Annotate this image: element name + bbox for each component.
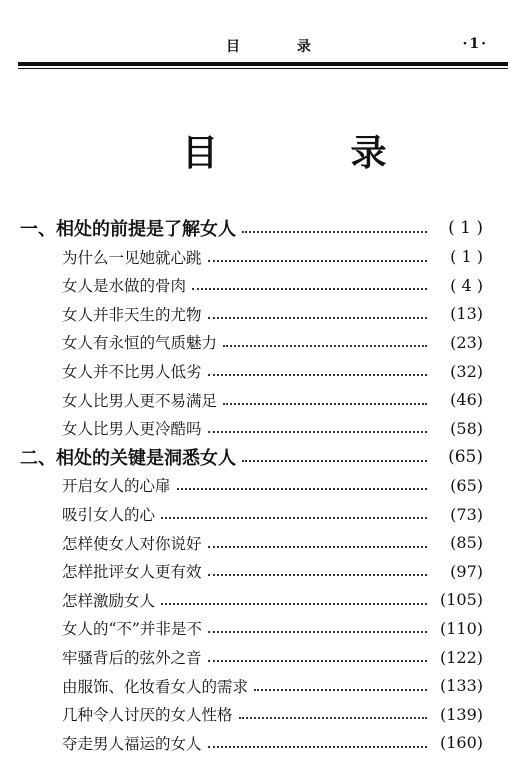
toc-section-entry[interactable] [0,300,527,328]
toc-section-entry[interactable] [0,643,527,671]
toc-entry-title: 女人是水做的骨肉 [62,277,187,296]
toc-entry-title: 女人的“不”并非是不 [62,620,202,639]
toc-entry-title: 一、相处的前提是了解女人 [20,219,236,240]
toc-section-entry[interactable] [0,386,527,414]
toc-chapter-entry[interactable] [0,443,527,471]
toc-dot-leader [208,546,427,548]
toc-dot-leader [208,374,427,376]
toc-entry-page: ( 1 ) [450,247,483,267]
toc-entry-page: (160) [439,733,483,753]
toc-chapter-entry[interactable] [0,214,527,242]
toc-dot-leader [208,574,427,576]
toc-dot-leader [208,431,427,433]
toc-entry-page: (65) [448,446,483,467]
toc-entry-page: (58) [450,418,483,438]
running-header-title: 目 录 [226,39,337,55]
toc-section-entry[interactable] [0,586,527,614]
toc-entry-page: (32) [450,361,483,381]
toc-dot-leader [161,603,427,605]
toc-dot-leader [254,689,427,691]
toc-entry-title: 女人比男人更不易满足 [62,391,218,410]
header-rule-thin [18,68,508,69]
page-title: 目 录 [182,132,447,174]
toc-section-entry[interactable] [0,700,527,728]
toc-entry-title: 女人并非天生的尤物 [62,305,202,324]
toc-entry-page: (139) [439,704,483,724]
toc-entry-page: (85) [450,533,483,553]
toc-entry-page: ( 4 ) [450,275,483,295]
toc-dot-leader [208,660,427,662]
toc-dot-leader [208,317,427,319]
toc-section-entry[interactable] [0,500,527,528]
toc-entry-title: 开启女人的心扉 [62,477,171,496]
toc-dot-leader [239,717,427,719]
toc-section-entry[interactable] [0,271,527,299]
toc-dot-leader [242,231,427,233]
toc-entry-title: 怎样批评女人更有效 [62,563,202,582]
header-rule-thick [18,62,508,66]
toc-entry-page: (122) [439,647,483,667]
toc-section-entry[interactable] [0,729,527,757]
toc-entry-page: (13) [450,304,483,324]
toc-entry-title: 怎样激励女人 [62,591,156,610]
toc-section-entry[interactable] [0,614,527,642]
toc-entry-page: (65) [450,475,483,495]
toc-dot-leader [192,288,427,290]
toc-entry-title: 几种令人讨厌的女人性格 [62,706,233,725]
toc-entry-page: (73) [450,504,483,524]
toc-dot-leader [208,746,427,748]
toc-entry-title: 由服饰、化妆看女人的需求 [62,677,249,696]
toc-entry-title: 怎样使女人对你说好 [62,534,202,553]
toc-dot-leader [161,517,427,519]
toc-entry-page: (23) [450,332,483,352]
toc-entry-title: 二、相处的关键是洞悉女人 [20,447,236,469]
toc-entry-title: 夺走男人福运的女人 [62,734,202,753]
running-header [18,36,508,58]
toc-entry-title: 女人有永恒的气质魅力 [62,334,218,353]
toc-section-entry[interactable] [0,471,527,499]
toc-dot-leader [242,460,427,462]
toc-entry-page: (105) [439,590,483,610]
toc-section-entry[interactable] [0,672,527,700]
toc-entry-page: (133) [439,676,483,696]
toc-entry-page: (46) [450,390,483,410]
toc-section-entry[interactable] [0,357,527,385]
toc-dot-leader [208,631,427,633]
toc-entry-page: (110) [439,618,483,638]
toc-section-entry[interactable] [0,529,527,557]
toc-entry-title: 女人并不比男人低劣 [62,363,202,381]
toc-entry-title: 女人比男人更冷酷吗 [62,420,202,439]
running-header-page-number: ·1· [462,36,488,52]
toc-dot-leader [223,345,427,347]
toc-dot-leader [208,260,427,262]
toc-entry-title: 吸引女人的心 [62,506,156,524]
toc-dot-leader [177,488,427,490]
toc-entry-title: 牢骚背后的弦外之音 [62,649,202,667]
toc-dot-leader [223,403,427,405]
toc-entry-page: (97) [450,561,483,581]
toc-section-entry[interactable] [0,414,527,442]
toc-entry-page: ( 1 ) [448,218,483,238]
toc-section-entry[interactable] [0,328,527,356]
toc-entry-title: 为什么一见她就心跳 [62,248,202,267]
toc-section-entry[interactable] [0,557,527,585]
toc-section-entry[interactable] [0,243,527,271]
